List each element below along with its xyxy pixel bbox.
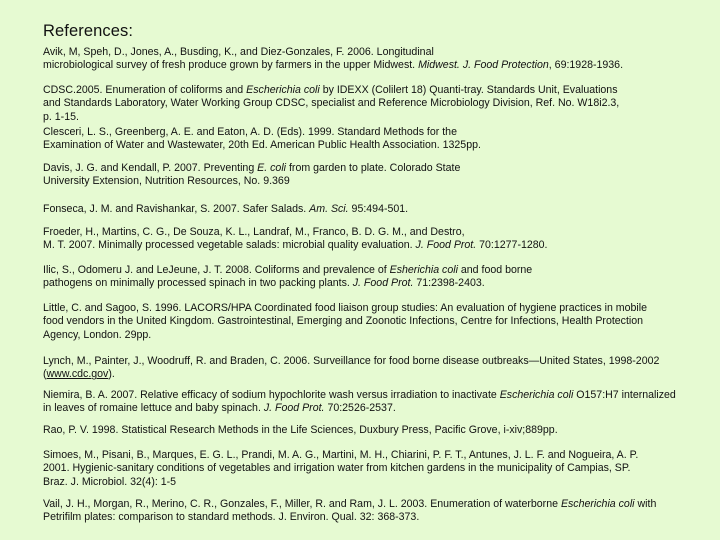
italic-citation-text: J. Food Prot.: [415, 239, 477, 252]
reference-line: University Extension, Nutrition Resources, No. 9.369: [43, 175, 290, 188]
reference-link[interactable]: www.cdc.gov: [46, 368, 109, 381]
italic-citation-text: J. Food Prot.: [263, 402, 325, 415]
reference-line: CDSC.2005. Enumeration of coliforms and Escherichia coli by IDEXX (Colilert 18) Quanti-tray. Standards Unit, Evaluations: [43, 84, 618, 96]
reference-line: Agency, London. 29pp.: [43, 328, 152, 341]
reference-line: Avik, M, Speh, D., Jones, A., Busding, K., and Diez-Gonzales, F. 2006. Longitudinal: [43, 46, 434, 58]
reference-line: p. 1-15.: [43, 110, 79, 123]
italic-citation-text: E. coli: [257, 162, 287, 174]
italic-citation-text: Esherichia coli: [389, 264, 458, 276]
reference-line: (www.cdc.gov).: [43, 368, 115, 381]
reference-line: Little, C. and Sagoo, S. 1996. LACORS/HPA Coordinated food liaison group studies: An evaluation of hygiene practices in mobile: [43, 302, 648, 314]
reference-line: in leaves of romaine lettuce and baby spinach. J. Food Prot. 70:2526-2537.: [43, 402, 396, 415]
italic-citation-text: Midwest. J. Food Protection: [418, 59, 549, 72]
reference-entry: [43, 424, 558, 437]
italic-citation-text: J. Food Prot.: [352, 277, 414, 290]
reference-line: Lynch, M., Painter, J., Woodruff, R. and Braden, C. 2006. Surveillance for food borne disease outbreaks—United States, 1998-2002: [43, 355, 660, 367]
reference-entry: [43, 498, 656, 525]
reference-entry: [43, 264, 532, 291]
reference-line: 2001. Hygienic-sanitary conditions of vegetables and irrigation water from kitchen gardens in the municipality of Campias, SP.: [43, 462, 631, 475]
reference-line: food vendors in the United Kingdom. Gastrointestinal, Emerging and Zoonotic Infections, Centre for Infections, Health Protection: [43, 315, 644, 328]
reference-entry: [43, 355, 659, 382]
reference-line: Clesceri, L. S., Greenberg, A. E. and Eaton, A. D. (Eds). 1999. Standard Methods for the: [43, 126, 457, 138]
reference-entry: [43, 449, 638, 489]
italic-citation-text: Escherichia coli: [499, 389, 574, 401]
reference-entry: [43, 389, 676, 416]
reference-line: pathogens on minimally processed spinach in two packing plants. J. Food Prot. 71:2398-2403.: [43, 277, 485, 290]
reference-entry: [43, 46, 623, 73]
reference-entry: [43, 226, 547, 253]
italic-citation-text: Am. Sci.: [309, 203, 349, 215]
reference-entry: [43, 126, 481, 153]
reference-entry: [43, 302, 647, 342]
reference-line: Simoes, M., Pisani, B., Marques, E. G. L., Prandi, M. A. G., Martini, M. H., Chiarini, P. F. T., Antunes, J. L. F. and Nogueira, A. P.: [43, 449, 639, 461]
reference-line: Vail, J. H., Morgan, R., Merino, C. R., Gonzales, F., Miller, R. and Ram, J. L. 2003. Enumeration of waterborne Escherichia coli with: [43, 498, 657, 510]
reference-line: Froeder, H., Martins, C. G., De Souza, K. L., Landraf, M., Franco, B. D. G. M., and Destro,: [43, 226, 465, 238]
reference-line: Davis, J. G. and Kendall, P. 2007. Preventing E. coli from garden to plate. Colorado State: [43, 162, 461, 174]
reference-line: Ilic, S., Odomeru J. and LeJeune, J. T. 2008. Coliforms and prevalence of Esherichia coli and food borne: [43, 264, 533, 276]
reference-line: microbiological survey of fresh produce grown by farmers in the upper Midwest. Midwest. J. Food Protection, 69:1928-1936.: [43, 59, 624, 72]
reference-line: Fonseca, J. M. and Ravishankar, S. 2007. Safer Salads. Am. Sci. 95:494-501.: [43, 203, 409, 215]
reference-line: Niemira, B. A. 2007. Relative efficacy of sodium hypochlorite wash versus irradiation to inactivate Escherichia coli O157:H7 internalized: [43, 389, 676, 401]
reference-entry: [43, 84, 619, 124]
reference-line: and Standards Laboratory, Water Working Group CDSC, specialist and Reference Microbiology Division, Ref. No. W18i2.3,: [43, 97, 620, 110]
reference-line: Braz. J. Microbiol. 32(4): 1-5: [43, 475, 177, 488]
italic-citation-text: Escherichia coli: [560, 498, 635, 510]
reference-entry: [43, 162, 460, 189]
italic-citation-text: Escherichia coli: [246, 84, 320, 96]
references-heading: References:: [43, 22, 134, 40]
reference-line: M. T. 2007. Minimally processed vegetable salads: microbial quality evaluation. J. Food Prot. 70:1277-1280.: [43, 239, 548, 252]
reference-line: Rao, P. V. 1998. Statistical Research Methods in the Life Sciences, Duxbury Press, Pacific Grove, i-xiv;889pp.: [43, 424, 558, 436]
reference-line: Examination of Water and Wastewater, 20th Ed. American Public Health Association. 1325pp.: [43, 139, 481, 152]
reference-entry: [43, 203, 408, 216]
reference-line: Petrifilm plates: comparison to standard methods. J. Environ. Qual. 32: 368-373.: [43, 511, 420, 524]
